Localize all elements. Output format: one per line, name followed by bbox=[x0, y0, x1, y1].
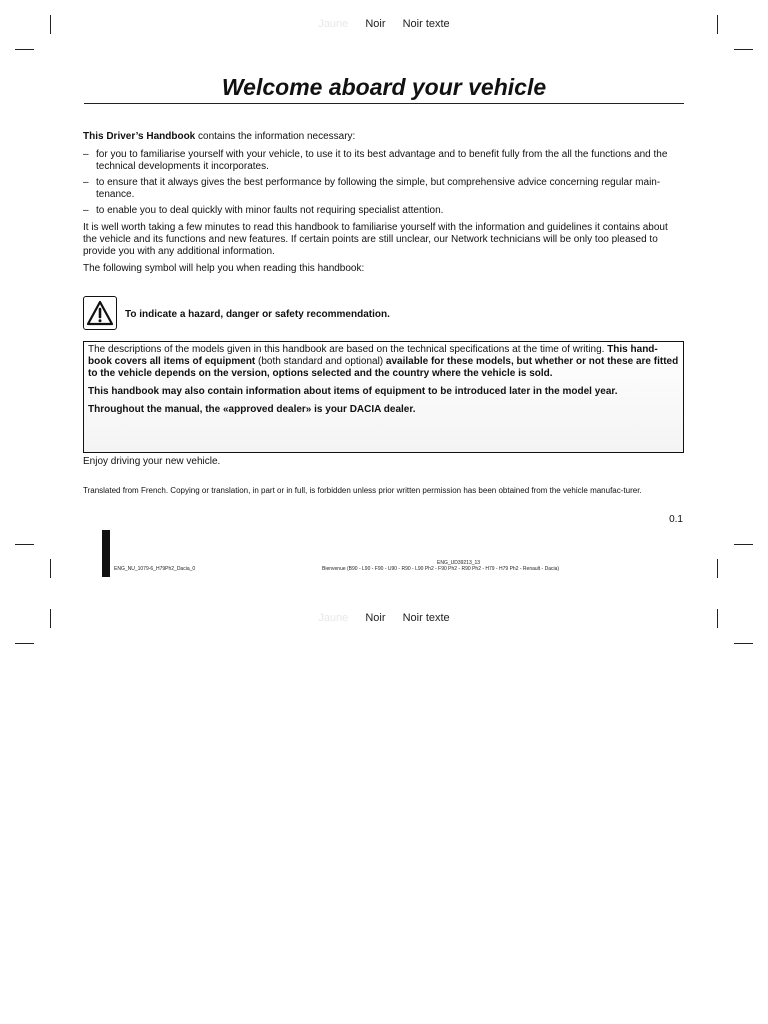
intro-rest: contains the information necessary: bbox=[195, 131, 356, 142]
crop-mark bbox=[50, 559, 51, 578]
crop-mark bbox=[717, 559, 718, 578]
notice-bold-text: This hand-book covers all items of equipment bbox=[88, 344, 658, 367]
page-number: 0.1 bbox=[669, 514, 683, 525]
crop-mark bbox=[15, 643, 34, 644]
bullet-dash: – bbox=[83, 205, 89, 216]
hazard-description: To indicate a hazard, danger or safety recommendation. bbox=[125, 309, 390, 320]
list-item bbox=[83, 177, 684, 201]
bullet-text: to ensure that it always gives the best performance by following the simple, but comprehensive advice concerning regular main-tenance. bbox=[96, 177, 661, 200]
notice-bold-text: Throughout the manual, the «approved dealer» is your DACIA dealer. bbox=[88, 404, 416, 415]
footer-document-code: ENG_UD39213_13 bbox=[437, 560, 481, 566]
notice-bold-text: This handbook may also contain information about items of equipment to be introduced later in the model year. bbox=[88, 386, 618, 397]
footer-left-code: ENG_NU_1079-6_H79Ph2_Dacia_0 bbox=[114, 566, 196, 572]
notice-paragraph-3 bbox=[88, 404, 679, 416]
bullet-dash: – bbox=[83, 149, 89, 160]
crop-mark bbox=[15, 49, 34, 50]
crop-mark bbox=[734, 643, 753, 644]
bullet-dash: – bbox=[83, 177, 89, 188]
body-paragraph: It is well worth taking a few minutes to read this handbook to familiarise yourself with the information and guidelines it contains about the vehicle and its functions and new features. If certain points are still unclear, our Network technicians will be only too pleased to provide you with any additional information. bbox=[83, 222, 668, 257]
notice-box bbox=[83, 341, 684, 453]
color-label-noir: Noir bbox=[365, 18, 386, 30]
hazard-symbol-box bbox=[83, 296, 117, 330]
page-title: Welcome aboard your vehicle bbox=[221, 74, 547, 100]
warning-triangle-icon bbox=[86, 300, 114, 326]
color-label-jaune: Jaune bbox=[318, 18, 349, 30]
color-label-noir-texte: Noir texte bbox=[402, 18, 450, 30]
color-label-noir: Noir bbox=[365, 612, 386, 624]
closing-line: Enjoy driving your new vehicle. bbox=[83, 456, 221, 467]
intro-paragraph bbox=[83, 131, 684, 143]
bullet-text: to enable you to deal quickly with minor faults not requiring specialist attention. bbox=[96, 205, 444, 216]
translation-note: Translated from French. Copying or translation, in part or in full, is forbidden unless prior written permission has been obtained from the vehicle manufac-turer. bbox=[83, 486, 642, 495]
color-label-jaune: Jaune bbox=[318, 612, 349, 624]
body-paragraph: The following symbol will help you when reading this handbook: bbox=[83, 263, 365, 274]
list-item bbox=[83, 149, 684, 173]
color-label-noir-texte: Noir texte bbox=[402, 612, 450, 624]
list-item bbox=[83, 205, 684, 217]
notice-text: The descriptions of the models given in this handbook are based on the technical specifications at the time of writing. bbox=[88, 344, 608, 355]
crop-mark bbox=[734, 544, 753, 545]
margin-bar bbox=[102, 530, 110, 577]
title-rule bbox=[84, 103, 684, 104]
notice-paragraph-1 bbox=[88, 344, 679, 380]
footer-section-label: Bienvenue (B90 - L90 - F90 - U90 - R90 - L90 Ph2 - F90 Ph2 - R90 Ph2 - H79 - H79 Ph2 - Renault - Dacia) bbox=[322, 566, 560, 572]
intro-bold: This Driver’s Handbook bbox=[83, 131, 196, 142]
notice-bold-text: available for these models, but whether or not these are fitted to the vehicle depends on the version, options selected and the country where the vehicle is sold. bbox=[88, 356, 679, 379]
bullet-text: for you to familiarise yourself with your vehicle, to use it to its best advantage and to benefit fully from the all the functions and the technical developments it incorporates. bbox=[96, 149, 668, 172]
color-bar-top bbox=[0, 18, 768, 30]
color-bar-bottom bbox=[0, 612, 768, 624]
notice-paragraph-2 bbox=[88, 386, 679, 398]
crop-mark bbox=[15, 544, 34, 545]
crop-mark bbox=[734, 49, 753, 50]
notice-text: (both standard and optional) bbox=[255, 356, 386, 367]
